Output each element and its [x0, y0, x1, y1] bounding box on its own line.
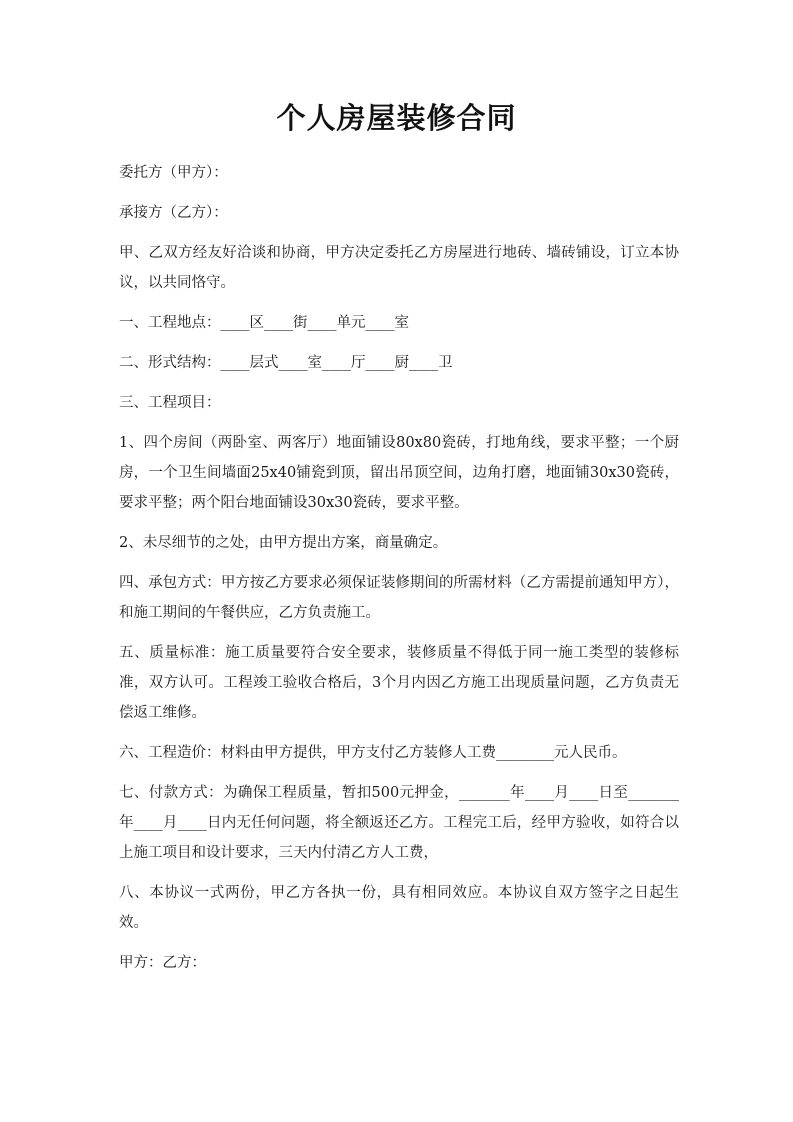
clause-agreement-copies: 八、本协议一式两份，甲乙方各执一份，具有相同效应。本协议自双方签字之日起生效。 — [119, 885, 679, 931]
project-item-2: 2、未尽细节的之处，由甲方提出方案，商量确定。 — [119, 535, 448, 551]
party-b-line: 承接方（乙方）： — [119, 205, 228, 221]
signature-line: 甲方：乙方： — [119, 955, 206, 971]
clause-project-location: 一、工程地点：____区____街____单元____室 — [119, 315, 409, 331]
party-a-line: 委托方（甲方）： — [119, 165, 228, 181]
clause-quality-standard: 五、质量标准：施工质量要符合安全要求，装修质量不得低于同一施工类型的装修标准，双方认可。工程竣工验收合格后，3个月内因乙方施工出现质量问题，乙方负责无偿返工维修。 — [119, 645, 679, 721]
clause-project-cost: 六、工程造价：材料由甲方提供，甲方支付乙方装修人工费________元人民币。 — [119, 745, 627, 761]
clause-payment-method: 七、付款方式：为确保工程质量，暂扣500元押金，_______年____月____日至_______年____月____日内无任何问题，将全额返还乙方。工程完工后，经甲方验收，如符合以上施工项目和设计要求，三天内付清乙方人工费， — [119, 785, 679, 861]
intro-paragraph: 甲、乙双方经友好洽谈和协商，甲方决定委托乙方房屋进行地砖、墙砖铺设，订立本协议，以共同恪守。 — [119, 245, 679, 291]
clause-project-items: 三、工程项目： — [119, 395, 221, 411]
clause-structure: 二、形式结构：____层式____室____厅____厨____卫 — [119, 355, 453, 371]
document-title: 个人房屋装修合同 — [276, 101, 517, 135]
project-item-1: 1、四个房间（两卧室、两客厅）地面铺设80x80瓷砖，打地角线，要求平整；一个厨房，一个卫生间墙面25x40铺瓷到顶，留出吊顶空间，边角打磨，地面铺30x30瓷砖，要求平整；两个阳台地面铺设30x30瓷砖，要求平整。 — [119, 435, 679, 511]
document-body — [119, 158, 679, 988]
clause-contract-method: 四、承包方式：甲方按乙方要求必须保证装修期间的所需材料（乙方需提前通知甲方），和施工期间的午餐供应，乙方负责施工。 — [119, 575, 679, 621]
